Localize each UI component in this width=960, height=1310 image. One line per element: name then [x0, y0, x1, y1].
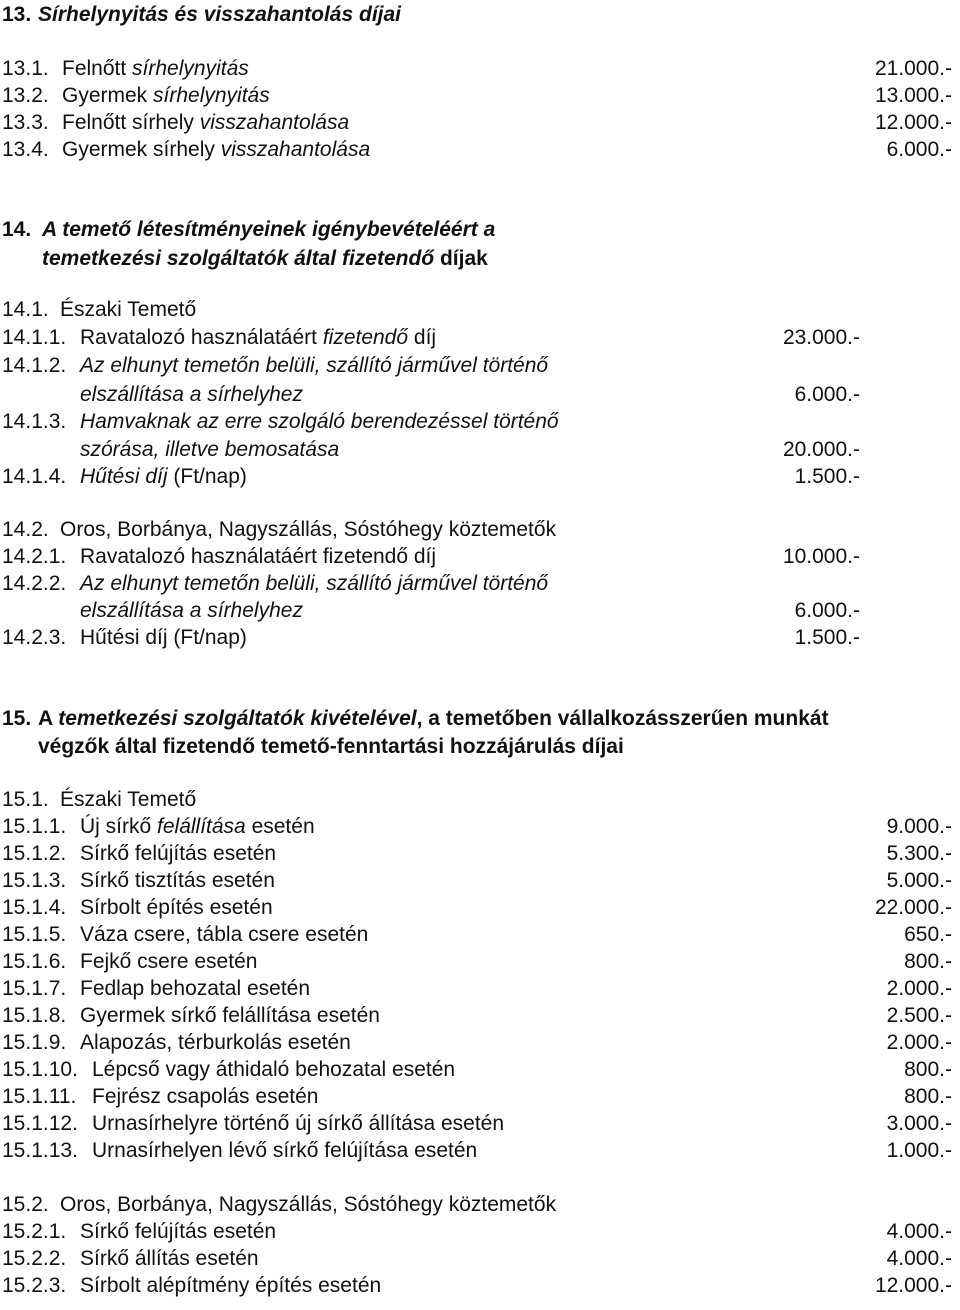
fee-number: 15.1.1. — [2, 815, 67, 838]
fee-label: Gyermek sírkő felállítása esetén — [80, 1004, 380, 1027]
fee-amount: 4.000.- — [886, 1220, 952, 1243]
fee-row — [0, 948, 960, 976]
fee-row — [0, 1056, 960, 1084]
section-title: végzők által fizetendő temető-fenntartási hozzájárulás díjai — [38, 735, 624, 758]
fee-number: 14.2.1. — [2, 545, 67, 568]
fee-number: 13.3. — [2, 111, 49, 134]
section-title: temetkezési szolgáltatók által fizetendő díjak — [42, 247, 488, 270]
fee-row — [0, 867, 960, 895]
fee-amount: 23.000.- — [782, 326, 860, 349]
subsection-heading — [0, 516, 960, 544]
fee-number: 15.1.7. — [2, 977, 67, 1000]
fee-label: Új sírkő felállítása esetén — [80, 815, 315, 838]
fee-label: Az elhunyt temetőn belüli, szállító járművel történő — [80, 572, 549, 595]
fee-label: Urnasírhelyen lévő sírkő felújítása esetén — [92, 1139, 478, 1162]
section-15-heading — [0, 705, 960, 733]
fee-number: 13.2. — [2, 84, 49, 107]
fee-amount: 4.000.- — [886, 1247, 952, 1270]
fee-row — [0, 1083, 960, 1111]
section-title: A temető létesítményeinek igénybevételéért a — [42, 218, 496, 241]
fee-label: Fejrész csapolás esetén — [92, 1085, 319, 1108]
fee-label: Felnőtt sírhelynyitás — [62, 57, 249, 80]
fee-label: Gyermek sírhely visszahantolása — [62, 138, 371, 161]
fee-amount: 22.000.- — [874, 896, 952, 919]
fee-label: Ravatalozó használatáért fizetendő díj — [80, 326, 437, 349]
section-15-heading-line2 — [0, 733, 960, 761]
fee-label: Sírbolt alépítmény építés esetén — [80, 1274, 382, 1297]
fee-number: 15.1.3. — [2, 869, 67, 892]
fee-amount: 800.- — [904, 950, 952, 973]
fee-number: 15.2.2. — [2, 1247, 67, 1270]
fee-row — [0, 543, 960, 571]
section-13-heading — [0, 1, 960, 29]
section-14-heading — [0, 216, 960, 244]
subsection-number: 15.1. — [2, 788, 49, 811]
subsection-title: Északi Temető — [60, 788, 197, 811]
fee-row — [0, 82, 960, 110]
fee-number: 15.1.9. — [2, 1031, 67, 1054]
fee-number: 15.1.4. — [2, 896, 67, 919]
fee-row — [0, 324, 960, 352]
fee-row — [0, 1110, 960, 1138]
subsection-number: 14.2. — [2, 518, 49, 541]
fee-number: 14.1.2. — [2, 354, 67, 377]
fee-amount: 13.000.- — [874, 84, 952, 107]
fee-amount: 6.000.- — [886, 138, 952, 161]
section-title: Sírhelynyitás és visszahantolás díjai — [38, 3, 401, 26]
fee-amount: 10.000.- — [782, 545, 860, 568]
fee-row — [0, 352, 960, 380]
fee-amount: 12.000.- — [874, 111, 952, 134]
fee-label: elszállítása a sírhelyhez — [80, 599, 303, 622]
fee-row — [0, 624, 960, 652]
fee-label: szórása, illetve bemosatása — [80, 438, 340, 461]
fee-row — [0, 813, 960, 841]
fee-amount: 1.500.- — [794, 465, 860, 488]
fee-amount: 1.000.- — [886, 1139, 952, 1162]
fee-row — [0, 109, 960, 137]
fee-amount: 9.000.- — [886, 815, 952, 838]
fee-number: 14.1.3. — [2, 410, 67, 433]
fee-row — [0, 570, 960, 598]
fee-label: Lépcső vagy áthidaló behozatal esetén — [92, 1058, 456, 1081]
fee-amount: 3.000.- — [886, 1112, 952, 1135]
fee-amount: 21.000.- — [874, 57, 952, 80]
fee-number: 13.4. — [2, 138, 49, 161]
fee-row — [0, 1002, 960, 1030]
subsection-number: 15.2. — [2, 1193, 49, 1216]
fee-label: Alapozás, térburkolás esetén — [80, 1031, 351, 1054]
fee-amount: 5.000.- — [886, 869, 952, 892]
subsection-heading — [0, 1191, 960, 1219]
fee-row — [0, 840, 960, 868]
fee-label: Urnasírhelyre történő új sírkő állítása esetén — [92, 1112, 505, 1135]
fee-label: Sírkő felújítás esetén — [80, 1220, 277, 1243]
section-14-heading-line2 — [0, 245, 960, 273]
fee-label: Hűtési díj (Ft/nap) — [80, 626, 247, 649]
fee-number: 15.1.10. — [2, 1058, 78, 1081]
section-number: 13. — [2, 3, 32, 26]
fee-number: 14.1.1. — [2, 326, 67, 349]
fee-number: 15.2.3. — [2, 1274, 67, 1297]
fee-amount: 6.000.- — [794, 383, 860, 406]
fee-label: Fedlap behozatal esetén — [80, 977, 311, 1000]
section-title: A temetkezési szolgáltatók kivételével, a temetőben vállalkozásszerűen munkát — [38, 707, 829, 730]
fee-row — [0, 1218, 960, 1246]
fee-label: Sírbolt építés esetén — [80, 896, 273, 919]
fee-label: Hamvaknak az erre szolgáló berendezéssel történő — [80, 410, 559, 433]
fee-row — [0, 136, 960, 164]
fee-row-continued — [0, 597, 960, 625]
fee-amount: 12.000.- — [874, 1274, 952, 1297]
fee-number: 15.1.11. — [2, 1085, 77, 1108]
fee-row-continued — [0, 381, 960, 409]
section-number: 15. — [2, 707, 32, 730]
fee-number: 13.1. — [2, 57, 49, 80]
fee-row — [0, 975, 960, 1003]
subsection-title: Oros, Borbánya, Nagyszállás, Sóstóhegy köztemetők — [60, 518, 557, 541]
fee-label: Ravatalozó használatáért fizetendő díj — [80, 545, 437, 568]
fee-number: 15.1.12. — [2, 1112, 78, 1135]
fee-row — [0, 894, 960, 922]
fee-number: 15.2.1. — [2, 1220, 67, 1243]
fee-number: 14.1.4. — [2, 465, 67, 488]
fee-number: 15.1.6. — [2, 950, 67, 973]
fee-amount: 6.000.- — [794, 599, 860, 622]
fee-row — [0, 921, 960, 949]
subsection-title: Északi Temető — [60, 298, 197, 321]
fee-amount: 2.000.- — [886, 1031, 952, 1054]
fee-label: elszállítása a sírhelyhez — [80, 383, 303, 406]
fee-row-continued — [0, 436, 960, 464]
fee-amount: 800.- — [904, 1085, 952, 1108]
subsection-number: 14.1. — [2, 298, 49, 321]
subsection-heading — [0, 296, 960, 324]
fee-number: 14.2.2. — [2, 572, 67, 595]
fee-label: Fejkő csere esetén — [80, 950, 258, 973]
fee-row — [0, 55, 960, 83]
fee-label: Az elhunyt temetőn belüli, szállító járművel történő — [80, 354, 549, 377]
fee-number: 15.1.13. — [2, 1139, 78, 1162]
subsection-title: Oros, Borbánya, Nagyszállás, Sóstóhegy köztemetők — [60, 1193, 557, 1216]
fee-number: 15.1.5. — [2, 923, 67, 946]
fee-label: Váza csere, tábla csere esetén — [80, 923, 369, 946]
fee-label: Sírkő felújítás esetén — [80, 842, 277, 865]
fee-row — [0, 408, 960, 436]
fee-amount: 650.- — [904, 923, 952, 946]
fee-row — [0, 1272, 960, 1300]
fee-label: Sírkő állítás esetén — [80, 1247, 259, 1270]
fee-number: 15.1.8. — [2, 1004, 67, 1027]
fee-number: 14.2.3. — [2, 626, 67, 649]
fee-label: Felnőtt sírhely visszahantolása — [62, 111, 350, 134]
fee-row — [0, 1137, 960, 1165]
fee-number: 15.1.2. — [2, 842, 67, 865]
fee-amount: 1.500.- — [794, 626, 860, 649]
fee-label: Sírkő tisztítás esetén — [80, 869, 275, 892]
fee-amount: 2.500.- — [886, 1004, 952, 1027]
fee-amount: 5.300.- — [886, 842, 952, 865]
section-number: 14. — [2, 218, 32, 241]
fee-label: Gyermek sírhelynyitás — [62, 84, 270, 107]
fee-row — [0, 463, 960, 491]
fee-amount: 20.000.- — [782, 438, 860, 461]
fee-row — [0, 1029, 960, 1057]
fee-label: Hűtési díj (Ft/nap) — [80, 465, 247, 488]
subsection-heading — [0, 786, 960, 814]
fee-row — [0, 1245, 960, 1273]
fee-amount: 800.- — [904, 1058, 952, 1081]
fee-amount: 2.000.- — [886, 977, 952, 1000]
